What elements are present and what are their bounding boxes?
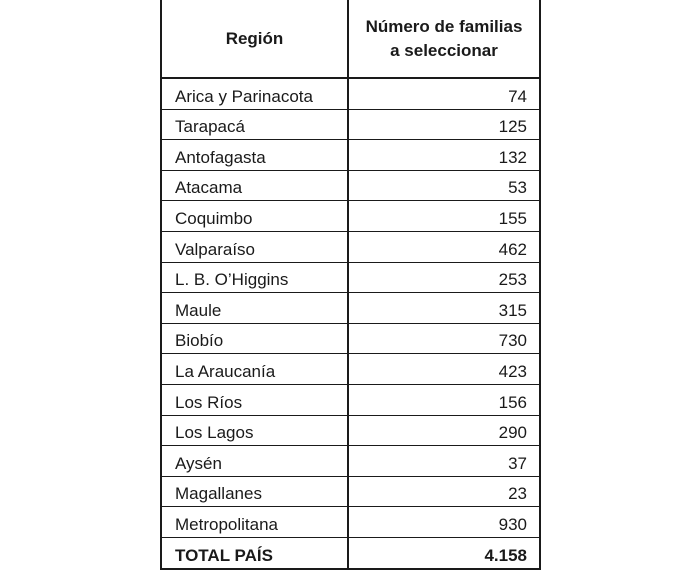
value-cell: 730 xyxy=(498,331,527,351)
table-header xyxy=(162,0,539,79)
table-row xyxy=(162,293,539,324)
region-cell: Tarapacá xyxy=(175,117,245,137)
header-number-of-families xyxy=(349,0,539,77)
table-row xyxy=(162,171,539,202)
families-table xyxy=(160,0,541,570)
region-cell: Antofagasta xyxy=(175,147,266,167)
region-cell: Coquimbo xyxy=(175,208,253,228)
table-row xyxy=(162,416,539,447)
region-cell: Atacama xyxy=(175,178,243,198)
header-region: Región xyxy=(225,28,284,48)
table-body xyxy=(162,79,539,538)
table-row xyxy=(162,79,539,110)
value-cell: 315 xyxy=(498,300,527,320)
region-cell: Biobío xyxy=(175,331,224,351)
total-row xyxy=(162,539,539,568)
value-cell: 155 xyxy=(498,208,527,228)
total-value: 4.158 xyxy=(484,546,527,565)
header-number-line2: a seleccionar xyxy=(390,40,498,60)
total-label: TOTAL PAÍS xyxy=(175,546,273,565)
value-cell: 253 xyxy=(498,270,527,290)
table-row xyxy=(162,201,539,232)
table-row xyxy=(162,232,539,263)
region-cell: Magallanes xyxy=(175,484,262,504)
region-cell: Los Ríos xyxy=(175,392,243,412)
value-cell: 53 xyxy=(508,178,527,198)
value-cell: 290 xyxy=(498,423,527,443)
value-cell: 462 xyxy=(498,239,527,259)
region-cell: L. B. O’Higgins xyxy=(175,270,289,290)
value-cell: 74 xyxy=(508,86,527,106)
table-row xyxy=(162,354,539,385)
table-row xyxy=(162,324,539,355)
table-row xyxy=(162,446,539,477)
region-cell: Arica y Parinacota xyxy=(175,86,313,106)
table-row xyxy=(162,263,539,294)
region-cell: Los Lagos xyxy=(175,423,254,443)
table-row xyxy=(162,110,539,141)
header-number-line1: Número de familias xyxy=(365,16,523,36)
value-cell: 423 xyxy=(498,361,527,381)
value-cell: 156 xyxy=(498,392,527,412)
table-row xyxy=(162,385,539,416)
value-cell: 125 xyxy=(498,117,527,137)
table-row xyxy=(162,507,539,538)
value-cell: 37 xyxy=(508,453,527,473)
value-cell: 930 xyxy=(498,514,527,534)
value-cell: 23 xyxy=(508,484,527,504)
region-cell: Maule xyxy=(175,300,222,320)
region-cell: La Araucanía xyxy=(175,361,276,381)
region-cell: Metropolitana xyxy=(175,514,279,534)
table-row xyxy=(162,477,539,508)
region-cell: Valparaíso xyxy=(175,239,256,259)
table-row xyxy=(162,140,539,171)
value-cell: 132 xyxy=(498,147,527,167)
region-cell: Aysén xyxy=(175,453,222,473)
